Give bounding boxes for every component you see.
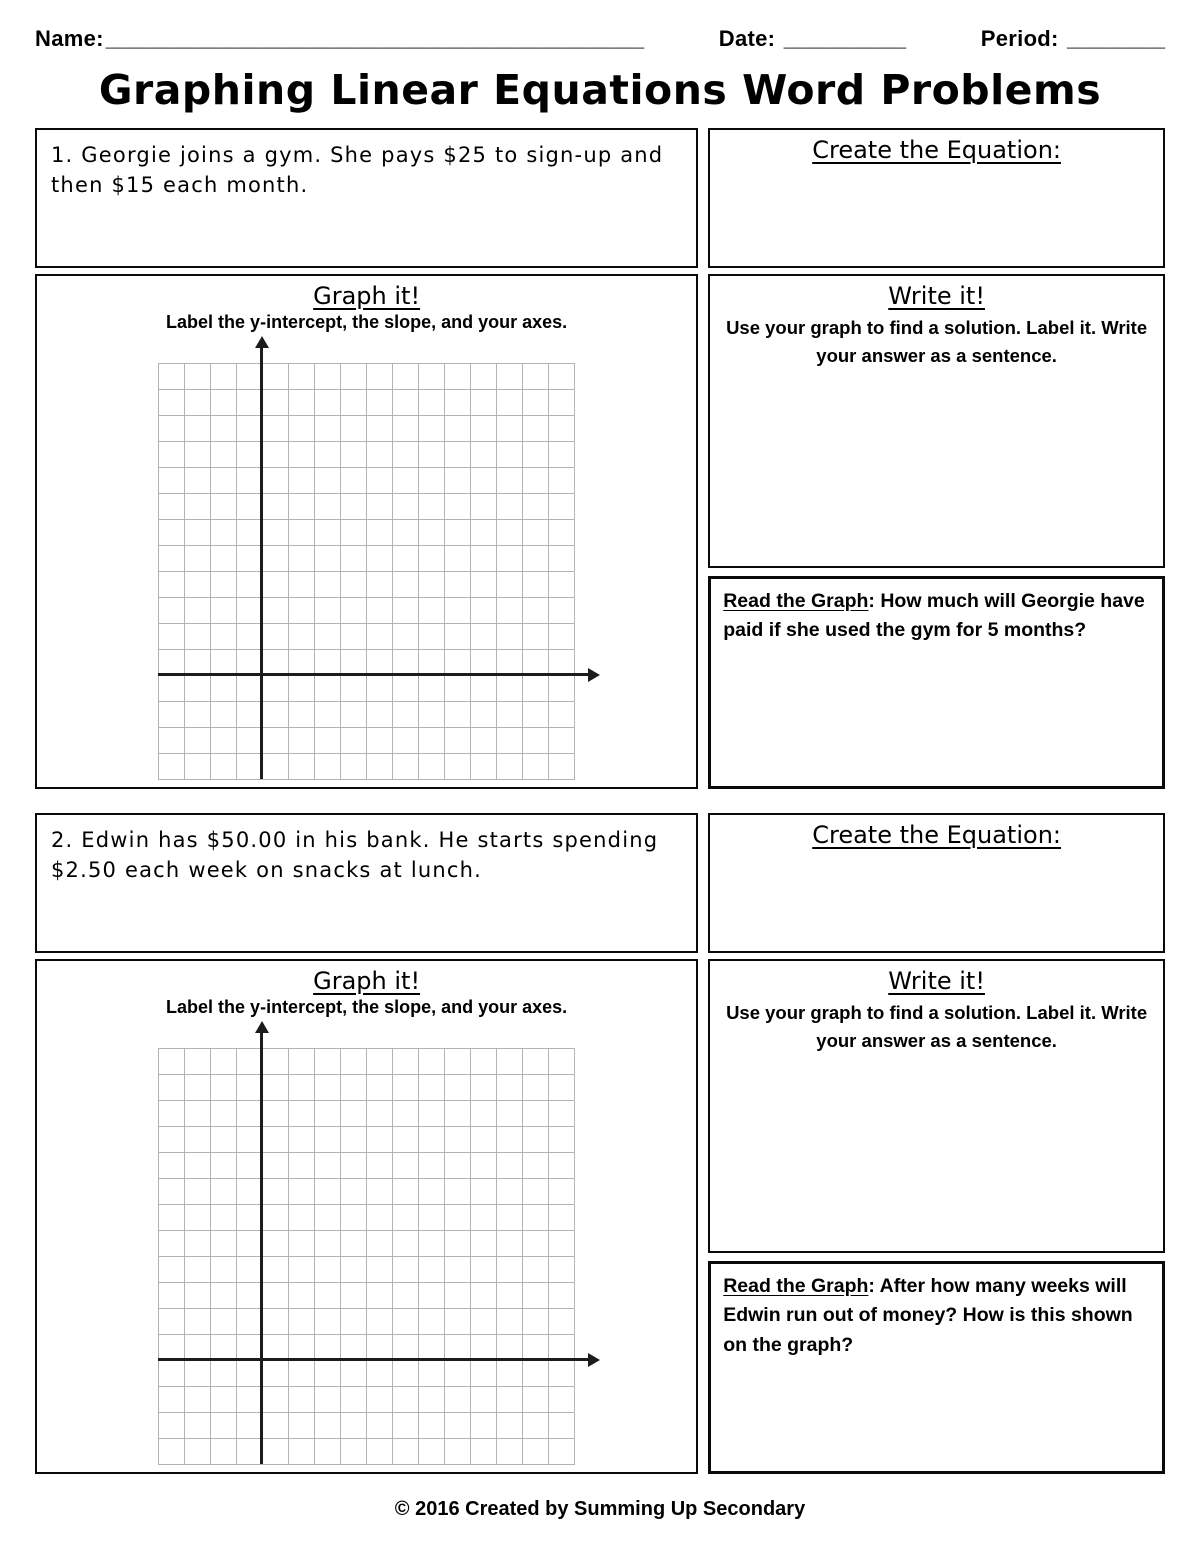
create-equation-heading: Create the Equation: (812, 136, 1061, 164)
problem-1-graph-box (35, 274, 698, 789)
problem-2-section (35, 813, 1165, 1474)
problem-1-write-it-box (708, 274, 1165, 568)
period-label: Period: (980, 26, 1059, 51)
graph-it-heading: Graph it! (313, 282, 421, 310)
problem-2-graph-box (35, 959, 698, 1474)
write-it-heading: Write it! (888, 967, 985, 995)
problem-1-section (35, 128, 1165, 789)
graph-it-subheading: Label the y-intercept, the slope, and your axes. (166, 997, 568, 1017)
problem-1-right-column (708, 128, 1165, 789)
write-it-instructions: Use your graph to find a solution. Label it. Write your answer as a sentence. (726, 317, 1148, 366)
problem-1-statement: 1. Georgie joins a gym. She pays $25 to sign-up and then $15 each month. (51, 143, 664, 198)
problem-1-create-equation-box (708, 128, 1165, 268)
name-label: Name: (35, 26, 104, 51)
write-it-instructions: Use your graph to find a solution. Label it. Write your answer as a sentence. (726, 1002, 1148, 1051)
write-it-heading: Write it! (888, 282, 985, 310)
grid-lines (158, 1048, 575, 1465)
footer-credit: © 2016 Created by Summing Up Secondary (394, 1498, 806, 1520)
graph-it-heading: Graph it! (313, 967, 421, 995)
date-blank-line: __________ (783, 26, 907, 51)
problem-2-read-graph-box (708, 1261, 1165, 1474)
coordinate-grid (158, 1048, 575, 1465)
read-graph-label: Read the Graph (723, 1275, 869, 1297)
name-group (35, 26, 644, 52)
problem-1-left-column (35, 128, 698, 789)
read-graph-text (723, 587, 1150, 646)
create-equation-heading: Create the Equation: (812, 821, 1061, 849)
coordinate-grid (158, 363, 575, 780)
problem-1-read-graph-box (708, 576, 1165, 789)
grid-lines (158, 363, 575, 780)
period-group (981, 26, 1165, 52)
problem-2-left-column (35, 813, 698, 1474)
read-graph-question: : How much will Georgie have paid if she used the gym for 5 months? (723, 590, 1145, 642)
period-blank-line: ________ (1067, 26, 1165, 51)
name-blank-line: ____________________________________________ (105, 26, 645, 51)
x-axis (158, 673, 589, 676)
header (35, 26, 1165, 52)
problem-2-statement: 2. Edwin has $50.00 in his bank. He starts spending $2.50 each week on snacks at lunch. (51, 828, 659, 883)
date-group (719, 26, 906, 52)
read-graph-text (723, 1272, 1150, 1360)
read-graph-label: Read the Graph (723, 590, 869, 612)
page-title: Graphing Linear Equations Word Problems (98, 66, 1102, 114)
y-axis (260, 347, 263, 779)
problem-2-right-column (708, 813, 1165, 1474)
y-axis (260, 1032, 263, 1464)
problem-2-create-equation-box (708, 813, 1165, 953)
problem-2-statement-box (35, 813, 698, 953)
read-graph-question: : After how many weeks will Edwin run out of money? How is this shown on the graph? (723, 1275, 1133, 1356)
problem-1-statement-box (35, 128, 698, 268)
graph-it-subheading: Label the y-intercept, the slope, and your axes. (166, 312, 568, 332)
date-label: Date: (718, 26, 776, 51)
x-axis (158, 1358, 589, 1361)
problem-2-write-it-box (708, 959, 1165, 1253)
